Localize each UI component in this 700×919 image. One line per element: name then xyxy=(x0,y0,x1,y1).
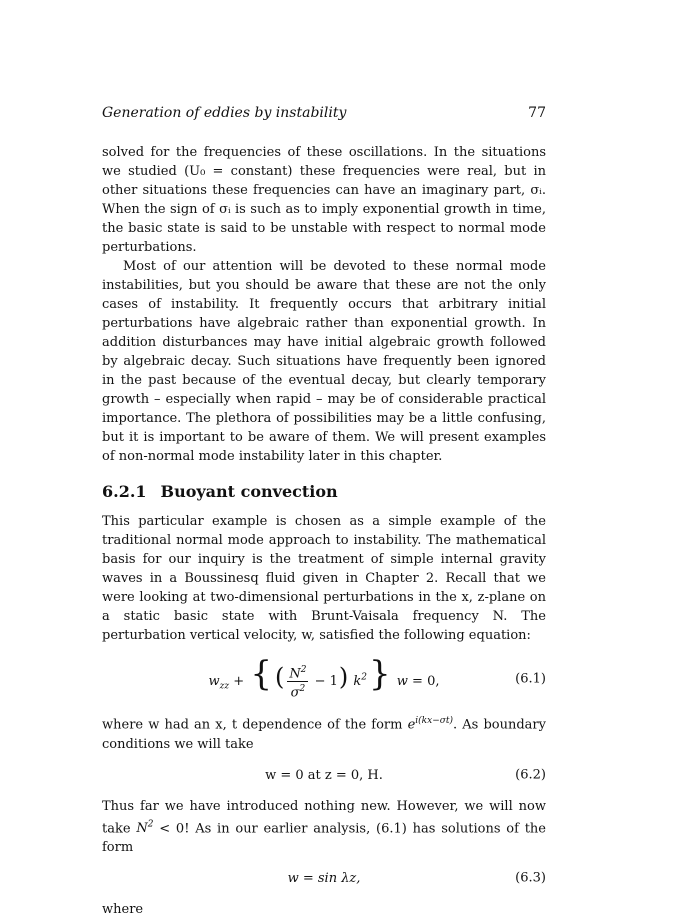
paragraph-4-exponent: i(kx−σt) xyxy=(415,716,454,727)
paragraph-4: where w had an x, t dependence of the form $e^{i(kx-\sigma t)}$. As boundary conditions we will take xyxy=(102,716,546,752)
paragraph-5-start: Thus far we have introduced nothing new. However, we will now take xyxy=(102,798,546,836)
paragraph-5: Thus far we have introduced nothing new. However, we will now take $N^2 < 0$! As in our earlier analysis, (6.1) has solutions of the form xyxy=(102,798,546,855)
paragraph-3: This particular example is chosen as a simple example of the traditional normal mode approach to instability. The mathematical basis for our inquiry is the treatment of simple internal gravity waves in a Boussinesq fluid given in Chapter 2. Recall that we were looking at two-dimensional perturbations in the x, z-plane on a static basic state with Brunt-Vaisala frequency N. The perturbation vertical velocity, w, satisfied the following equation: xyxy=(102,514,546,643)
section-number: 6.2.1 xyxy=(102,482,147,501)
page-number: 77 xyxy=(528,105,546,121)
section-title: Buoyant convection xyxy=(160,482,338,501)
equation-6-2 xyxy=(102,766,546,785)
equation-6-2-number: (6.2) xyxy=(515,767,546,783)
body-text xyxy=(102,143,546,919)
paragraph-6: where xyxy=(102,901,144,917)
section-heading xyxy=(102,480,546,504)
paragraph-5-end: < 0! As in our earlier analysis, (6.1) has solutions of the form xyxy=(102,820,546,855)
equation-6-1 xyxy=(102,654,546,701)
equation-6-2-body: w = 0 at z = 0, H. xyxy=(265,767,383,783)
paragraph-1: solved for the frequencies of these oscillations. In the situations we studied (U₀ = constant) these frequencies were real, but in other situations these frequencies can have an imaginary part, σᵢ. When the sign of σᵢ is such as to imply exponential growth in time, the basic state is said to be unstable with respect to normal mode perturbations. xyxy=(102,145,546,255)
paragraph-2: Most of our attention will be devoted to these normal mode instabilities, but you should be aware that these are not the only cases of instability. It frequently occurs that arbitrary initial perturbations have algebraic rather than exponential growth. In addition disturbances may have initial algebraic growth followed by algebraic decay. Such situations have frequently been ignored in the past because of the eventual decay, but clearly temporary growth – especially when rapid – may be of considerable practical importance. The plethora of possibilities may be a little confusing, but it is important to be aware of them. We will present examples of non-normal mode instability later in this chapter. xyxy=(102,259,546,464)
equation-6-3-number: (6.3) xyxy=(515,870,546,886)
equation-6-3 xyxy=(102,869,546,888)
equation-6-1-body: $w_{zz}$ + { ( $\frac{N^2}{\sigma^2}$ − 1) $k^2$} w = 0, xyxy=(208,654,440,701)
chapter-title: Generation of eddies by instability xyxy=(102,105,347,121)
paragraph-4-start: where w had an x, t dependence of the form xyxy=(102,717,408,733)
equation-6-3-body: w = sin λz, xyxy=(287,870,361,886)
paragraph-4-end: . As boundary conditions we will take xyxy=(102,717,546,752)
equation-6-1-number: (6.1) xyxy=(515,671,546,687)
running-header xyxy=(102,103,546,123)
